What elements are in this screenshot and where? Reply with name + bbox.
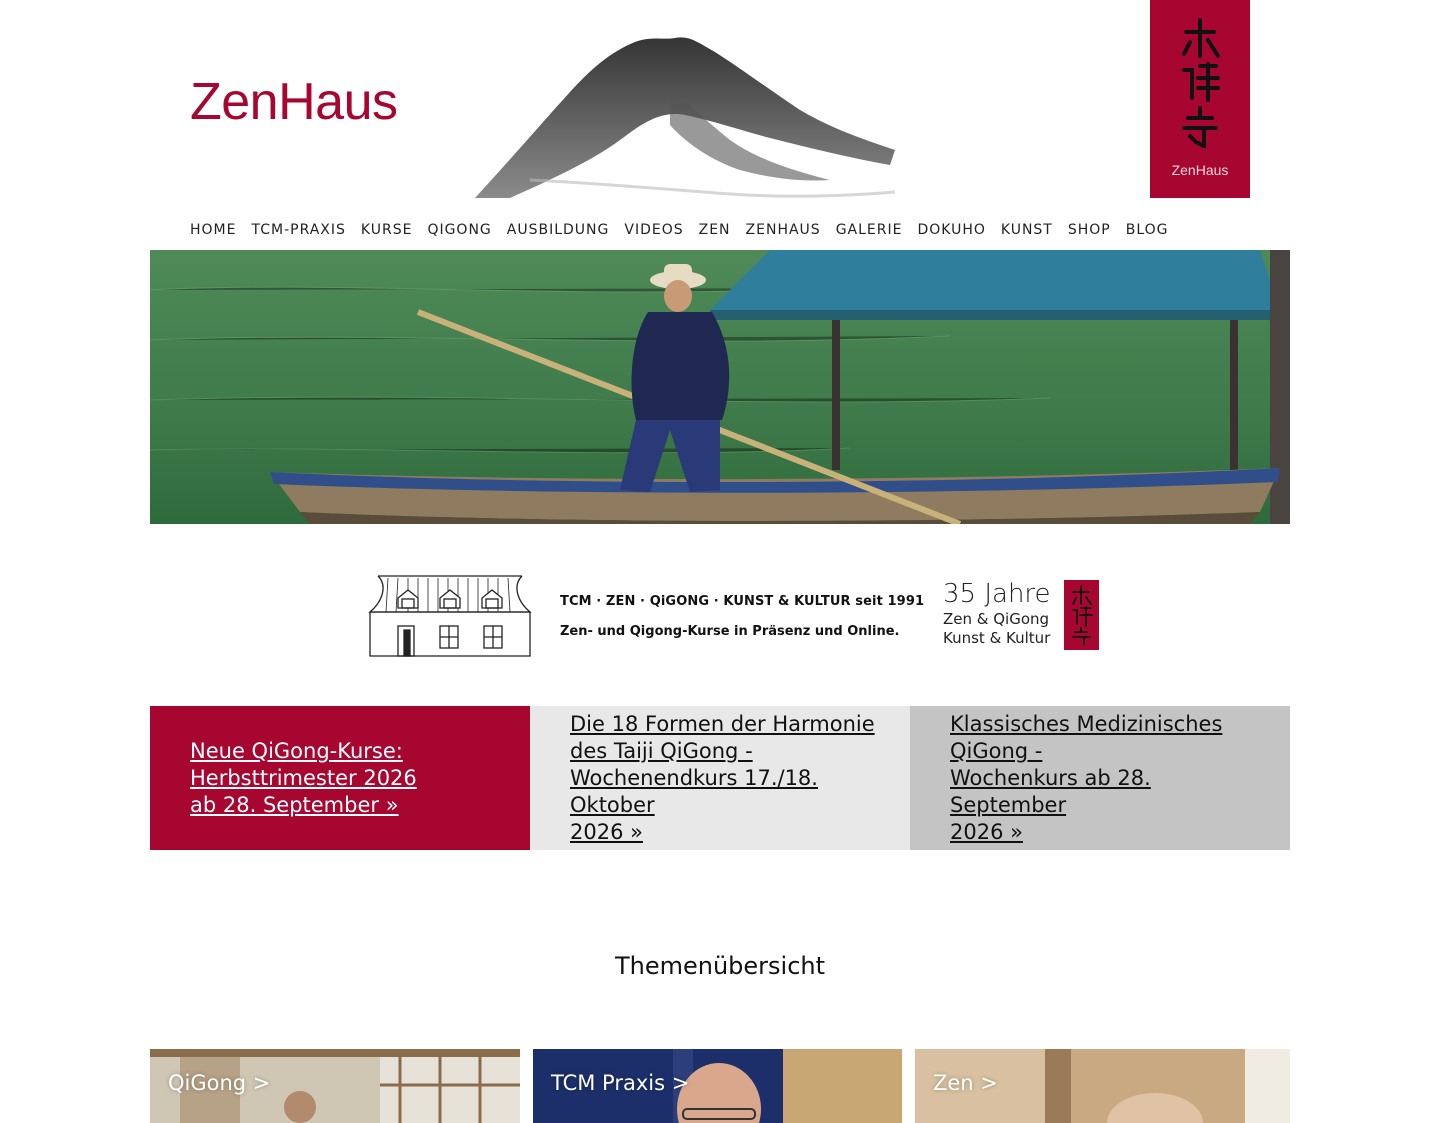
teaser-qigong-kurse[interactable] bbox=[150, 706, 530, 850]
teaser-taiji-qigong-text: Die 18 Formen der Harmonie des Taiji QiGong - Wochenendkurs 17./18. Oktober 2026 » bbox=[570, 711, 875, 844]
tile-qigong[interactable] bbox=[150, 1049, 520, 1123]
hero-boatman-image bbox=[150, 250, 1290, 524]
main-navigation bbox=[190, 220, 1184, 240]
nav-item-galerie[interactable]: GALERIE bbox=[835, 222, 903, 238]
nav-item-home[interactable]: HOME bbox=[190, 222, 237, 238]
teaser-taiji-qigong[interactable] bbox=[530, 706, 910, 850]
teaser-medizinisches-qigong[interactable] bbox=[910, 706, 1290, 850]
nav-item-zenhaus[interactable]: ZENHAUS bbox=[745, 222, 821, 238]
seal-label: ZenHaus bbox=[1171, 162, 1229, 178]
section-title-themen: Themenübersicht bbox=[614, 952, 826, 980]
nav-item-videos[interactable]: VIDEOS bbox=[624, 222, 684, 238]
anniversary-title: 35 Jahre bbox=[943, 579, 1051, 609]
anniversary-seal-icon bbox=[1064, 580, 1099, 650]
teaser-medizinisches-qigong-text: Klassisches Medizinisches QiGong - Wochenkurs ab 28. September 2026 » bbox=[950, 711, 1223, 844]
featured-courses bbox=[150, 706, 1290, 850]
nav-item-qigong[interactable]: QIGONG bbox=[427, 222, 492, 238]
anniversary-line-1: Zen & QiGong bbox=[943, 610, 1050, 628]
zenhaus-building-icon bbox=[368, 572, 532, 660]
temple-seal-logo[interactable] bbox=[1150, 0, 1250, 198]
nav-item-blog[interactable]: BLOG bbox=[1125, 222, 1169, 238]
tile-zen[interactable] bbox=[915, 1049, 1290, 1123]
nav-item-ausbildung[interactable]: AUSBILDUNG bbox=[506, 222, 610, 238]
topic-tiles bbox=[150, 1049, 1290, 1123]
teaser-qigong-kurse-text: Neue QiGong-Kurse: Herbsttrimester 2026 ab 28. September » bbox=[190, 738, 417, 817]
anniversary-line-2: Kunst & Kultur bbox=[943, 629, 1051, 647]
nav-item-kunst[interactable]: KUNST bbox=[1000, 222, 1053, 238]
nav-item-tcm-praxis[interactable]: TCM-PRAXIS bbox=[251, 222, 346, 238]
intro-subline: Zen- und Qigong-Kurse in Präsenz und Online. bbox=[560, 624, 900, 639]
mountain-ink-painting bbox=[470, 30, 900, 202]
intro-tagline: TCM · ZEN · QiGONG · KUNST & KULTUR seit 1991 bbox=[560, 594, 925, 609]
nav-item-shop[interactable]: SHOP bbox=[1067, 222, 1111, 238]
anniversary-block bbox=[943, 578, 1051, 648]
site-logo[interactable]: ZenHaus bbox=[190, 73, 398, 131]
nav-item-zen[interactable]: ZEN bbox=[698, 222, 731, 238]
tile-tcm-praxis-label: TCM Praxis > bbox=[551, 1071, 690, 1095]
nav-item-kurse[interactable]: KURSE bbox=[360, 222, 413, 238]
tile-zen-label: Zen > bbox=[933, 1071, 998, 1095]
tile-tcm-praxis[interactable] bbox=[533, 1049, 902, 1123]
kanji-seal-icon bbox=[1178, 18, 1222, 148]
tile-qigong-label: QiGong > bbox=[168, 1071, 271, 1095]
nav-item-dokuho[interactable]: DOKUHO bbox=[917, 222, 986, 238]
